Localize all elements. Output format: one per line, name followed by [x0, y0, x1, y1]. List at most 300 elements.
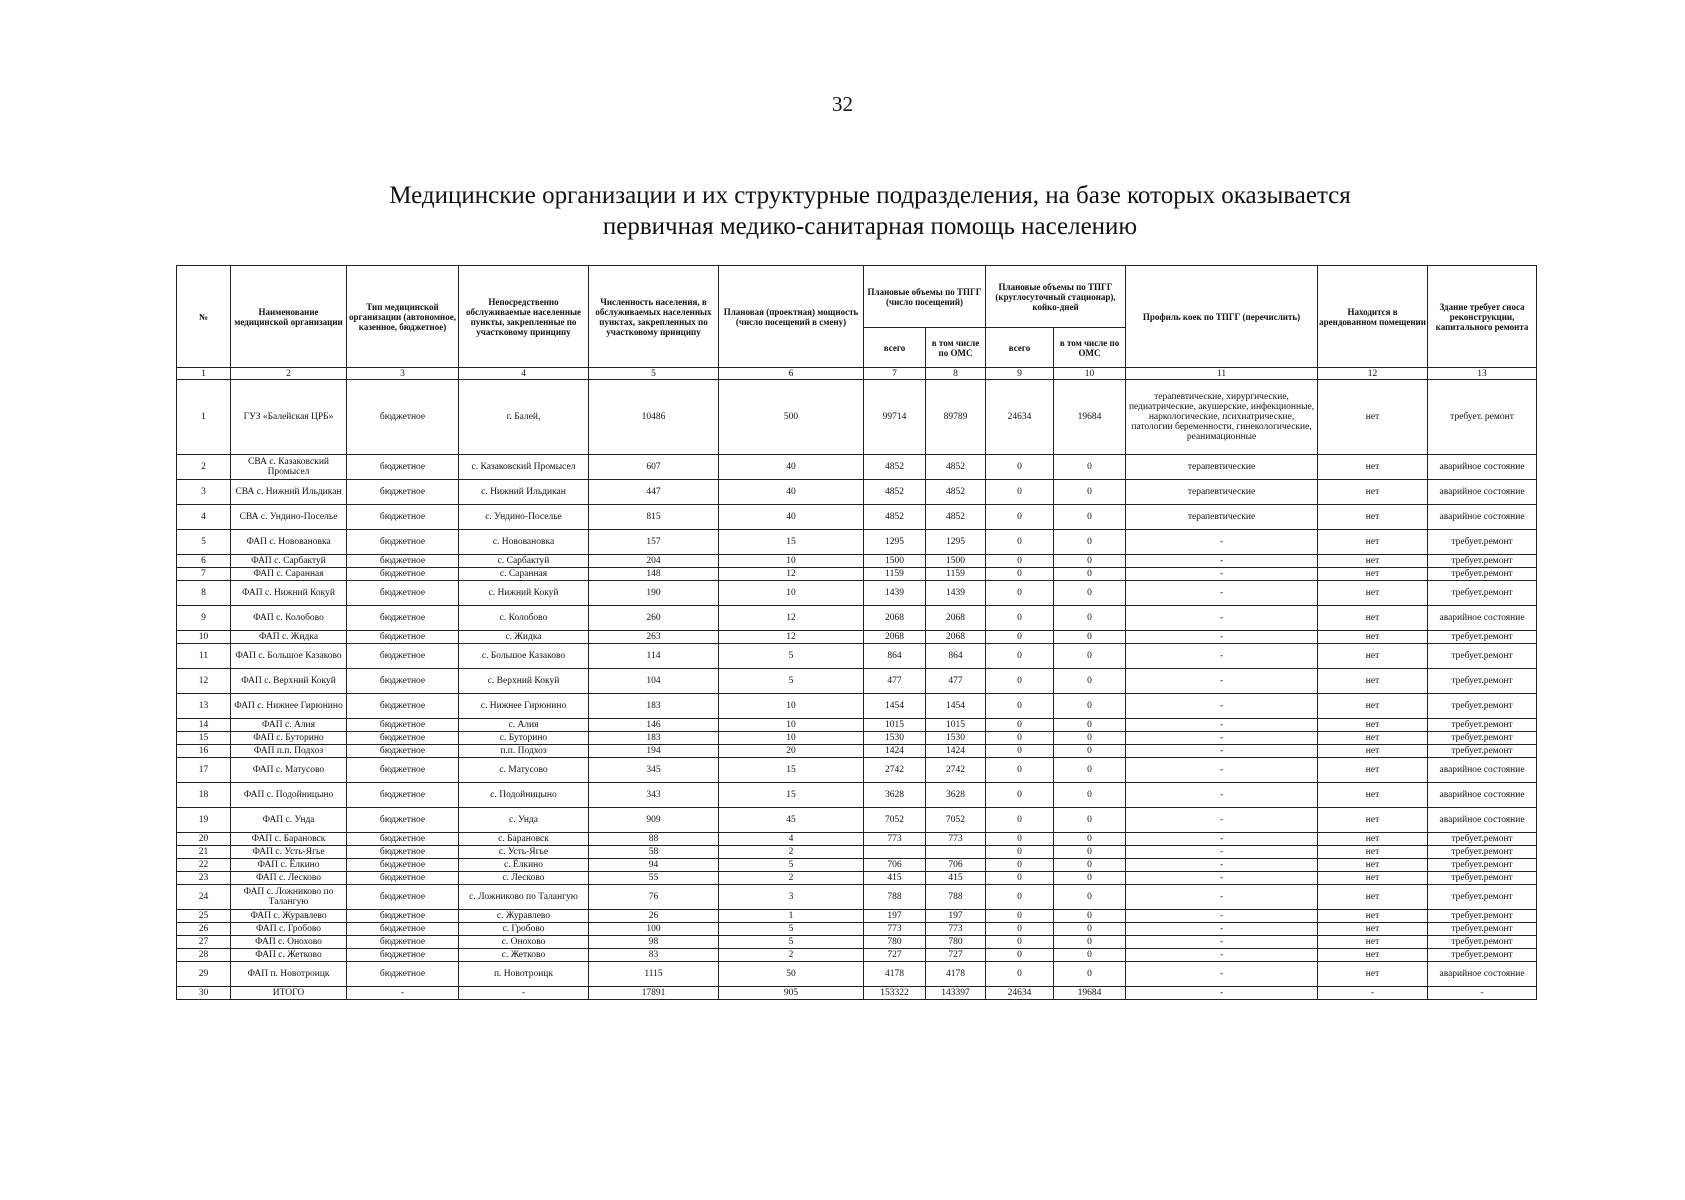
cell-capacity: 40: [719, 505, 864, 530]
cell-org-type: бюджетное: [347, 669, 459, 694]
cell-rented-premises: нет: [1318, 833, 1428, 846]
cell-population: 1115: [589, 962, 719, 987]
cell-rented-premises: нет: [1318, 923, 1428, 936]
cell-row-number: 10: [177, 631, 231, 644]
cell-bed-profile: -: [1126, 936, 1318, 949]
cell-capacity: 5: [719, 923, 864, 936]
cell-bed-profile: терапевтические: [1126, 505, 1318, 530]
cell-row-number: 23: [177, 872, 231, 885]
cell-settlements: с. Сарбактуй: [459, 555, 589, 568]
header-repair: Здание требует сноса реконструкции, капитального ремонта: [1428, 266, 1537, 368]
cell-visits-total: 1530: [864, 732, 926, 745]
cell-population: 104: [589, 669, 719, 694]
cell-org-name: ФАП с. Большое Казаково: [231, 644, 347, 669]
cell-rented-premises: нет: [1318, 631, 1428, 644]
cell-capacity: 15: [719, 758, 864, 783]
cell-org-type: бюджетное: [347, 833, 459, 846]
cell-repair-status: аварийное состояние: [1428, 455, 1537, 480]
cell-visits-total: 99714: [864, 380, 926, 455]
cell-beddays-total: 0: [986, 644, 1054, 669]
cell-org-name: СВА с. Казаковский Промысел: [231, 455, 347, 480]
table-row: [177, 480, 1537, 505]
table-row: [177, 694, 1537, 719]
cell-visits-total: 788: [864, 885, 926, 910]
cell-beddays-total: 0: [986, 923, 1054, 936]
header-settlements: Непосредственно обслуживаемые населенные пункты, закрепленные по участковому принципу: [459, 266, 589, 368]
cell-visits-total: 7052: [864, 808, 926, 833]
cell-population: 815: [589, 505, 719, 530]
cell-beddays-total: 0: [986, 783, 1054, 808]
cell-org-type: бюджетное: [347, 505, 459, 530]
cell-capacity: 40: [719, 455, 864, 480]
table-row: [177, 910, 1537, 923]
cell-row-number: 6: [177, 555, 231, 568]
header-visits-total: всего: [864, 328, 926, 368]
cell-beddays-total: 0: [986, 833, 1054, 846]
title-line-2: первичная медико-санитарная помощь населению: [602, 213, 1138, 240]
table-row: [177, 380, 1537, 455]
cell-visits-oms: 780: [926, 936, 986, 949]
cell-visits-oms: 2742: [926, 758, 986, 783]
cell-repair-status: требует.ремонт: [1428, 833, 1537, 846]
cell-visits-total: 1159: [864, 568, 926, 581]
header-capacity: Плановая (проектная) мощность (число посещений в смену): [719, 266, 864, 368]
cell-settlements: с. Гробово: [459, 923, 589, 936]
cell-bed-profile: -: [1126, 555, 1318, 568]
cell-settlements: с. Саранная: [459, 568, 589, 581]
cell-beddays-total: 0: [986, 758, 1054, 783]
cell-repair-status: требует.ремонт: [1428, 694, 1537, 719]
cell-beddays-oms: 0: [1054, 859, 1126, 872]
cell-org-type: бюджетное: [347, 380, 459, 455]
cell-visits-oms: [926, 846, 986, 859]
column-number: 8: [926, 368, 986, 380]
cell-visits-total: 415: [864, 872, 926, 885]
cell-row-number: 18: [177, 783, 231, 808]
cell-row-number: 29: [177, 962, 231, 987]
header-rented: Находится в арендованном помещении: [1318, 266, 1428, 368]
cell-repair-status: аварийное состояние: [1428, 962, 1537, 987]
cell-bed-profile: -: [1126, 846, 1318, 859]
cell-rented-premises: нет: [1318, 846, 1428, 859]
cell-beddays-total: 0: [986, 530, 1054, 555]
cell-org-type: бюджетное: [347, 555, 459, 568]
cell-visits-oms: 4178: [926, 962, 986, 987]
cell-visits-oms: 1530: [926, 732, 986, 745]
cell-beddays-oms: 0: [1054, 949, 1126, 962]
cell-bed-profile: -: [1126, 859, 1318, 872]
cell-rented-premises: нет: [1318, 910, 1428, 923]
cell-org-name: ФАП с. Журавлево: [231, 910, 347, 923]
column-number: 6: [719, 368, 864, 380]
cell-population: 194: [589, 745, 719, 758]
cell-population: 114: [589, 644, 719, 669]
cell-visits-oms: 1424: [926, 745, 986, 758]
cell-row-number: 11: [177, 644, 231, 669]
cell-population: 26: [589, 910, 719, 923]
cell-capacity: 2: [719, 949, 864, 962]
cell-bed-profile: -: [1126, 949, 1318, 962]
cell-org-type: бюджетное: [347, 644, 459, 669]
cell-repair-status: требует.ремонт: [1428, 885, 1537, 910]
cell-row-number: 9: [177, 606, 231, 631]
cell-visits-total: 780: [864, 936, 926, 949]
cell-visits-total: 1500: [864, 555, 926, 568]
cell-visits-total: [864, 846, 926, 859]
cell-beddays-oms: 0: [1054, 833, 1126, 846]
cell-population: 76: [589, 885, 719, 910]
cell-visits-total: 864: [864, 644, 926, 669]
cell-row-number: 26: [177, 923, 231, 936]
cell-org-name: ФАП с. Усть-Ягье: [231, 846, 347, 859]
cell-visits-oms: 788: [926, 885, 986, 910]
cell-settlements: с. Жидка: [459, 631, 589, 644]
cell-beddays-total: 0: [986, 910, 1054, 923]
cell-bed-profile: -: [1126, 783, 1318, 808]
cell-beddays-oms: 0: [1054, 568, 1126, 581]
cell-repair-status: требует.ремонт: [1428, 923, 1537, 936]
cell-org-type: бюджетное: [347, 694, 459, 719]
cell-beddays-oms: 0: [1054, 732, 1126, 745]
cell-capacity: 12: [719, 568, 864, 581]
cell-visits-oms: 4852: [926, 455, 986, 480]
cell-repair-status: аварийное состояние: [1428, 505, 1537, 530]
cell-org-name: ФАП с. Барановск: [231, 833, 347, 846]
cell-visits-oms: 4852: [926, 480, 986, 505]
cell-bed-profile: -: [1126, 923, 1318, 936]
cell-beddays-oms: 0: [1054, 808, 1126, 833]
cell-rented-premises: нет: [1318, 872, 1428, 885]
cell-org-type: бюджетное: [347, 872, 459, 885]
cell-population: 98: [589, 936, 719, 949]
cell-population: 17891: [589, 987, 719, 1000]
cell-beddays-oms: 0: [1054, 694, 1126, 719]
cell-org-name: ФАП с. Ложниково по Талангую: [231, 885, 347, 910]
cell-beddays-oms: 0: [1054, 745, 1126, 758]
cell-org-type: бюджетное: [347, 480, 459, 505]
cell-org-type: бюджетное: [347, 455, 459, 480]
cell-beddays-total: 0: [986, 455, 1054, 480]
cell-org-type: бюджетное: [347, 745, 459, 758]
cell-beddays-oms: 0: [1054, 644, 1126, 669]
cell-settlements: с. Колобово: [459, 606, 589, 631]
cell-visits-total: 197: [864, 910, 926, 923]
cell-repair-status: требует.ремонт: [1428, 846, 1537, 859]
cell-org-name: ФАП с. Подойницыно: [231, 783, 347, 808]
table-row: [177, 783, 1537, 808]
cell-bed-profile: -: [1126, 568, 1318, 581]
cell-visits-total: 1454: [864, 694, 926, 719]
cell-org-type: бюджетное: [347, 606, 459, 631]
cell-org-type: бюджетное: [347, 581, 459, 606]
cell-settlements: с. Жетково: [459, 949, 589, 962]
cell-visits-total: 2742: [864, 758, 926, 783]
cell-repair-status: требует.ремонт: [1428, 719, 1537, 732]
cell-org-name: ФАП с. Нижнее Гирюнино: [231, 694, 347, 719]
column-number: 7: [864, 368, 926, 380]
cell-row-number: 17: [177, 758, 231, 783]
cell-rented-premises: нет: [1318, 644, 1428, 669]
cell-beddays-oms: 0: [1054, 923, 1126, 936]
cell-capacity: 15: [719, 783, 864, 808]
cell-visits-total: 1424: [864, 745, 926, 758]
cell-visits-oms: 2068: [926, 606, 986, 631]
cell-settlements: с. Алия: [459, 719, 589, 732]
cell-settlements: с. Лесково: [459, 872, 589, 885]
table-row: [177, 872, 1537, 885]
column-number: 4: [459, 368, 589, 380]
cell-visits-oms: 727: [926, 949, 986, 962]
cell-settlements: п. Новотроицк: [459, 962, 589, 987]
cell-settlements: с. Казаковский Промысел: [459, 455, 589, 480]
cell-org-type: бюджетное: [347, 859, 459, 872]
cell-org-name: ФАП п.п. Подхоз: [231, 745, 347, 758]
cell-row-number: 8: [177, 581, 231, 606]
cell-repair-status: требует.ремонт: [1428, 859, 1537, 872]
table-row: [177, 530, 1537, 555]
table-row: [177, 846, 1537, 859]
cell-visits-total: 153322: [864, 987, 926, 1000]
table-row: [177, 568, 1537, 581]
cell-bed-profile: -: [1126, 719, 1318, 732]
cell-capacity: 5: [719, 936, 864, 949]
cell-visits-oms: 1015: [926, 719, 986, 732]
cell-bed-profile: -: [1126, 732, 1318, 745]
cell-bed-profile: терапевтические: [1126, 455, 1318, 480]
cell-row-number: 21: [177, 846, 231, 859]
cell-repair-status: аварийное состояние: [1428, 480, 1537, 505]
cell-org-type: бюджетное: [347, 808, 459, 833]
cell-row-number: 5: [177, 530, 231, 555]
cell-visits-total: 706: [864, 859, 926, 872]
cell-org-name: ФАП с. Онохово: [231, 936, 347, 949]
cell-population: 83: [589, 949, 719, 962]
table-row: [177, 745, 1537, 758]
column-numbers-row: [177, 368, 1537, 380]
cell-beddays-oms: 0: [1054, 669, 1126, 694]
cell-rented-premises: нет: [1318, 505, 1428, 530]
cell-repair-status: -: [1428, 987, 1537, 1000]
cell-rented-premises: нет: [1318, 380, 1428, 455]
cell-settlements: с. Журавлево: [459, 910, 589, 923]
cell-settlements: с. Нижний Кокуй: [459, 581, 589, 606]
column-number: 1: [177, 368, 231, 380]
cell-settlements: с. Онохово: [459, 936, 589, 949]
cell-visits-total: 2068: [864, 631, 926, 644]
cell-capacity: 12: [719, 606, 864, 631]
cell-population: 157: [589, 530, 719, 555]
cell-beddays-total: 0: [986, 808, 1054, 833]
cell-beddays-oms: 0: [1054, 505, 1126, 530]
cell-population: 447: [589, 480, 719, 505]
table-row: [177, 669, 1537, 694]
column-number: 9: [986, 368, 1054, 380]
cell-bed-profile: -: [1126, 530, 1318, 555]
cell-org-type: бюджетное: [347, 719, 459, 732]
cell-visits-oms: 415: [926, 872, 986, 885]
cell-settlements: с. Подойницыно: [459, 783, 589, 808]
cell-beddays-total: 24634: [986, 987, 1054, 1000]
cell-beddays-total: 0: [986, 859, 1054, 872]
cell-capacity: 45: [719, 808, 864, 833]
cell-visits-oms: 89789: [926, 380, 986, 455]
cell-beddays-total: 0: [986, 505, 1054, 530]
cell-org-name: ФАП с. Унда: [231, 808, 347, 833]
cell-beddays-oms: 0: [1054, 606, 1126, 631]
cell-row-number: 13: [177, 694, 231, 719]
cell-capacity: 20: [719, 745, 864, 758]
cell-capacity: 12: [719, 631, 864, 644]
cell-org-type: бюджетное: [347, 568, 459, 581]
cell-beddays-oms: 19684: [1054, 987, 1126, 1000]
cell-org-name: ФАП с. Верхний Кокуй: [231, 669, 347, 694]
cell-rented-premises: нет: [1318, 808, 1428, 833]
cell-beddays-oms: 0: [1054, 910, 1126, 923]
cell-org-type: бюджетное: [347, 949, 459, 962]
cell-bed-profile: -: [1126, 606, 1318, 631]
cell-population: 100: [589, 923, 719, 936]
cell-rented-premises: нет: [1318, 936, 1428, 949]
cell-bed-profile: -: [1126, 631, 1318, 644]
cell-bed-profile: -: [1126, 962, 1318, 987]
cell-settlements: с. Нижнее Гирюнино: [459, 694, 589, 719]
cell-beddays-oms: 0: [1054, 480, 1126, 505]
column-number: 3: [347, 368, 459, 380]
cell-beddays-total: 0: [986, 962, 1054, 987]
cell-population: 190: [589, 581, 719, 606]
cell-rented-premises: нет: [1318, 455, 1428, 480]
cell-org-type: бюджетное: [347, 910, 459, 923]
cell-population: 345: [589, 758, 719, 783]
cell-beddays-oms: 0: [1054, 581, 1126, 606]
cell-visits-oms: 864: [926, 644, 986, 669]
cell-repair-status: требует.ремонт: [1428, 530, 1537, 555]
cell-capacity: 10: [719, 719, 864, 732]
cell-beddays-total: 0: [986, 936, 1054, 949]
cell-capacity: 3: [719, 885, 864, 910]
column-number: 12: [1318, 368, 1428, 380]
cell-org-type: бюджетное: [347, 758, 459, 783]
organizations-table: [176, 265, 1537, 1000]
cell-org-name: ФАП п. Новотроицк: [231, 962, 347, 987]
cell-rented-premises: нет: [1318, 962, 1428, 987]
cell-capacity: 10: [719, 694, 864, 719]
cell-capacity: 2: [719, 872, 864, 885]
cell-row-number: 14: [177, 719, 231, 732]
cell-beddays-oms: 0: [1054, 719, 1126, 732]
cell-beddays-oms: 0: [1054, 758, 1126, 783]
cell-beddays-total: 0: [986, 581, 1054, 606]
cell-repair-status: требует.ремонт: [1428, 745, 1537, 758]
cell-org-type: бюджетное: [347, 846, 459, 859]
table-row: [177, 885, 1537, 910]
cell-population: 607: [589, 455, 719, 480]
cell-beddays-oms: 0: [1054, 455, 1126, 480]
cell-visits-total: 727: [864, 949, 926, 962]
header-type: Тип медицинской организации (автономное, казенное, бюджетное): [347, 266, 459, 368]
cell-visits-total: 4178: [864, 962, 926, 987]
document-title: [300, 180, 1440, 242]
cell-row-number: 12: [177, 669, 231, 694]
cell-beddays-oms: 0: [1054, 530, 1126, 555]
cell-visits-oms: 1295: [926, 530, 986, 555]
cell-row-number: 16: [177, 745, 231, 758]
cell-beddays-total: 0: [986, 745, 1054, 758]
cell-org-name: ФАП с. Саранная: [231, 568, 347, 581]
cell-org-name: ИТОГО: [231, 987, 347, 1000]
cell-capacity: 500: [719, 380, 864, 455]
cell-rented-premises: нет: [1318, 885, 1428, 910]
cell-repair-status: аварийное состояние: [1428, 808, 1537, 833]
cell-population: 909: [589, 808, 719, 833]
cell-bed-profile: -: [1126, 758, 1318, 783]
table-row: [177, 808, 1537, 833]
cell-rented-premises: нет: [1318, 694, 1428, 719]
cell-bed-profile: -: [1126, 872, 1318, 885]
cell-visits-oms: 197: [926, 910, 986, 923]
cell-row-number: 25: [177, 910, 231, 923]
cell-visits-total: 773: [864, 833, 926, 846]
cell-beddays-total: 0: [986, 480, 1054, 505]
table-row: [177, 581, 1537, 606]
cell-beddays-total: 24634: [986, 380, 1054, 455]
cell-repair-status: аварийное состояние: [1428, 783, 1537, 808]
column-number: 5: [589, 368, 719, 380]
cell-rented-premises: нет: [1318, 732, 1428, 745]
cell-org-name: ФАП с. Нижний Кокуй: [231, 581, 347, 606]
cell-rented-premises: нет: [1318, 606, 1428, 631]
cell-repair-status: требует.ремонт: [1428, 936, 1537, 949]
cell-beddays-oms: 0: [1054, 631, 1126, 644]
cell-org-name: ФАП с. Алия: [231, 719, 347, 732]
cell-beddays-oms: 0: [1054, 962, 1126, 987]
header-num: №: [177, 266, 231, 368]
cell-org-type: бюджетное: [347, 783, 459, 808]
cell-visits-oms: 1439: [926, 581, 986, 606]
cell-beddays-total: 0: [986, 872, 1054, 885]
cell-settlements: с. Усть-Ягье: [459, 846, 589, 859]
cell-org-name: ФАП с. Ёлкино: [231, 859, 347, 872]
cell-settlements: г. Балей,: [459, 380, 589, 455]
cell-population: 183: [589, 694, 719, 719]
cell-capacity: 10: [719, 732, 864, 745]
cell-visits-total: 1295: [864, 530, 926, 555]
cell-population: 263: [589, 631, 719, 644]
cell-population: 94: [589, 859, 719, 872]
table-row: [177, 455, 1537, 480]
cell-repair-status: требует.ремонт: [1428, 631, 1537, 644]
cell-visits-oms: 1159: [926, 568, 986, 581]
cell-rented-premises: нет: [1318, 555, 1428, 568]
header-beddays-oms: в том числе по ОМС: [1054, 328, 1126, 368]
cell-rented-premises: нет: [1318, 745, 1428, 758]
table-row: [177, 987, 1537, 1000]
cell-visits-oms: 3628: [926, 783, 986, 808]
cell-capacity: 4: [719, 833, 864, 846]
cell-beddays-total: 0: [986, 669, 1054, 694]
cell-population: 10486: [589, 380, 719, 455]
cell-rented-premises: нет: [1318, 758, 1428, 783]
cell-org-name: ФАП с. Лесково: [231, 872, 347, 885]
cell-visits-oms: 7052: [926, 808, 986, 833]
header-visits-oms: в том числе по ОМС: [926, 328, 986, 368]
cell-settlements: с. Ложниково по Талангую: [459, 885, 589, 910]
cell-settlements: с. Ёлкино: [459, 859, 589, 872]
table-row: [177, 644, 1537, 669]
cell-capacity: 10: [719, 581, 864, 606]
cell-repair-status: требует.ремонт: [1428, 568, 1537, 581]
cell-beddays-oms: 0: [1054, 783, 1126, 808]
